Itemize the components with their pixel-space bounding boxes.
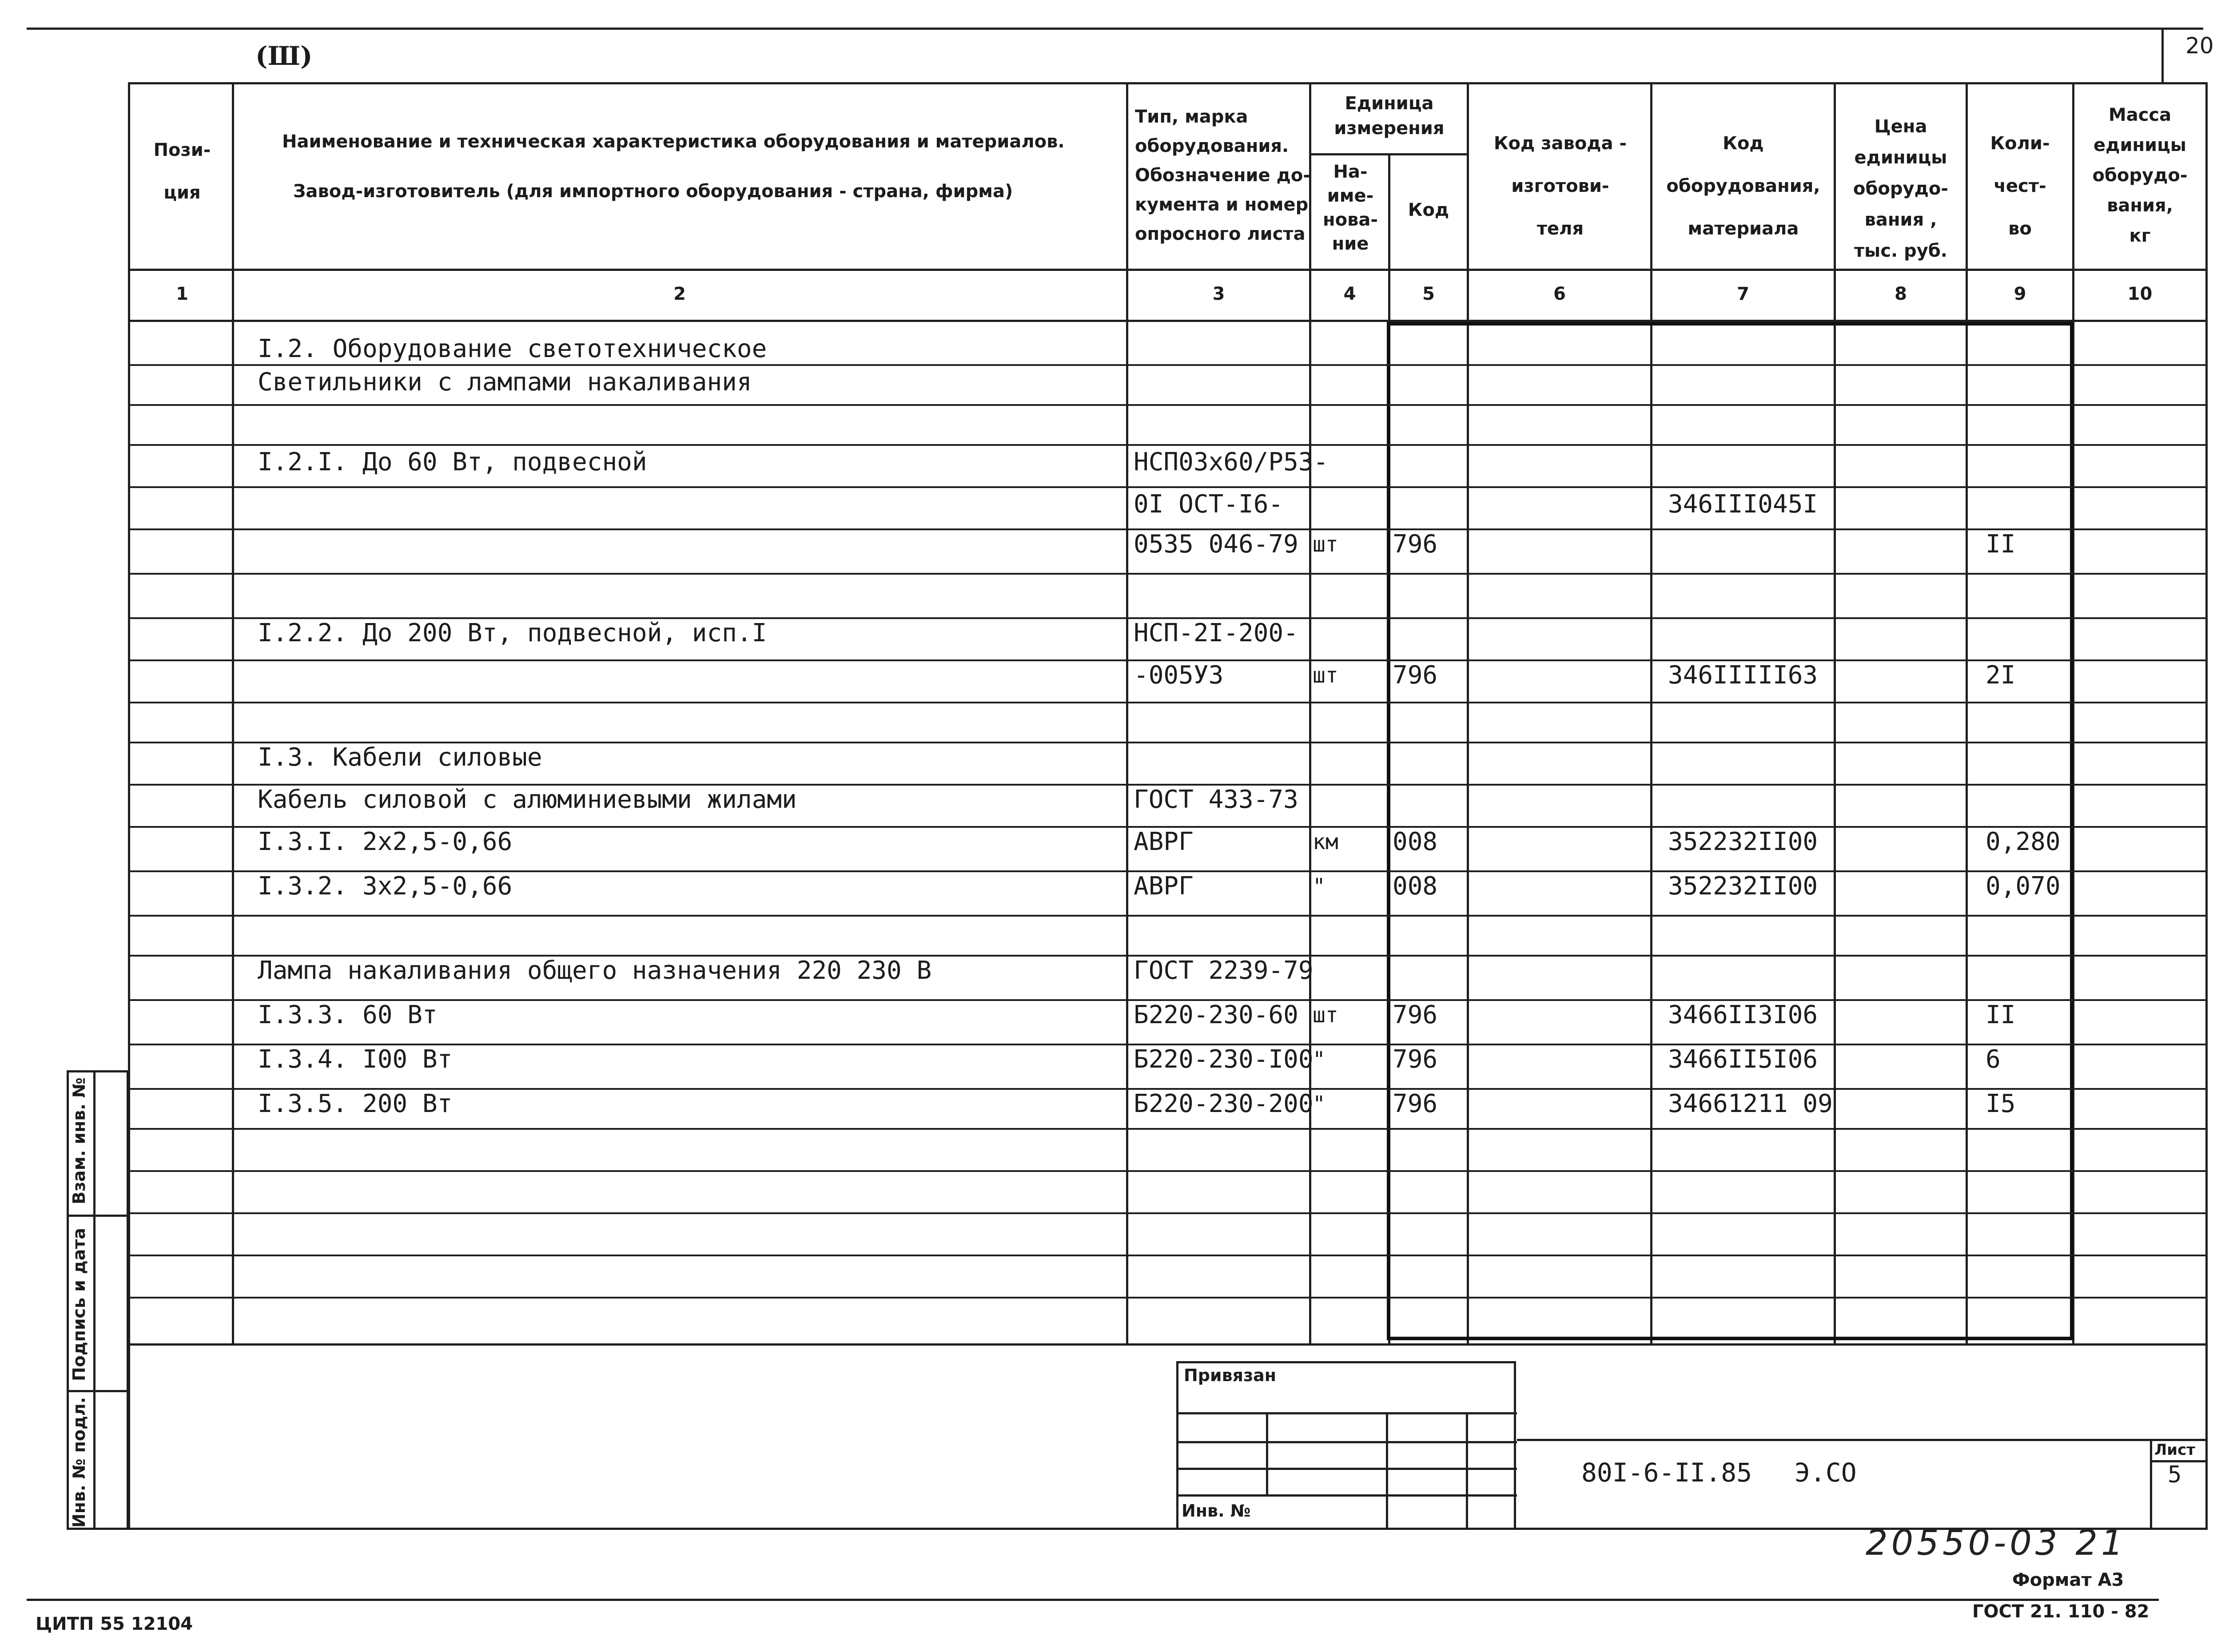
colnum-8: 8 [1895, 284, 1907, 304]
row-line [129, 1297, 2208, 1299]
colnum-3: 3 [1212, 284, 1225, 304]
sheet-label: Лист [2154, 1441, 2195, 1459]
footer-rule [27, 1599, 2159, 1601]
header-unit: Единица измерения [1334, 93, 1445, 139]
cell-name: I.3.I. 2х2,5-0,66 [258, 827, 513, 856]
cell-type: -005У3 [1134, 661, 1224, 690]
header-col4: На- име- нова- ние [1322, 162, 1378, 254]
cell-unit: шт [1313, 532, 1338, 557]
cell-code: 796 [1393, 1045, 1438, 1074]
title-block-top [1517, 1439, 2208, 1441]
colnum-9: 9 [2014, 284, 2026, 304]
col-div-8 [1966, 82, 1968, 1346]
cell-qty: II [1986, 1001, 2016, 1029]
cell-name: I.3. Кабели силовые [258, 743, 542, 772]
cell-code: 796 [1393, 530, 1438, 559]
row-line [129, 1255, 2208, 1256]
format-label: Формат А3 [2012, 1570, 2124, 1590]
body-bottom [129, 1343, 2208, 1346]
table-right [2205, 82, 2208, 1530]
cell-name: I.3.5. 200 Вт [258, 1089, 453, 1118]
cell-type: Б220-230-60 [1134, 1001, 1298, 1029]
header-col2-line2: Завод-изготовитель (для импортного оборудования - страна, фирма) [293, 181, 1013, 202]
row-line [129, 1212, 2208, 1214]
cell-qty: 6 [1986, 1045, 2001, 1074]
cell-qty: 2I [1986, 661, 2016, 690]
cell-type: 0I ОСТ-I6- [1134, 490, 1284, 519]
cell-type: Б220-230-I00 [1134, 1045, 1313, 1074]
section-marker: (Ш) [255, 41, 313, 71]
colnum-5: 5 [1422, 284, 1435, 304]
handwritten-number: 20550-03 21 [1866, 1523, 2127, 1563]
cell-code: 008 [1393, 827, 1438, 856]
side-label-inv-podl: Инв. № подл. [69, 1397, 89, 1528]
designation: 80I-6-II.85 [1581, 1457, 1752, 1488]
cell-qty: I5 [1986, 1089, 2016, 1118]
table-top [129, 82, 2208, 84]
cell-name: I.3.3. 60 Вт [258, 1001, 438, 1029]
row-line [129, 1128, 2208, 1130]
cell-type: Б220-230-200 [1134, 1089, 1313, 1118]
sheet-value: 5 [2168, 1461, 2182, 1488]
privyazan-label: Привязан [1184, 1366, 1277, 1385]
col-div-5 [1467, 82, 1469, 1346]
cell-name: Лампа накаливания общего назначения 220 230 В [258, 956, 932, 985]
col-div-7 [1834, 82, 1836, 1346]
cell-name: I.2. Оборудование светотехническое [258, 334, 767, 363]
cell-item-code: 352232II00 [1668, 872, 1818, 901]
cell-item-code: 34661211 09 [1668, 1089, 1833, 1118]
row-line [129, 1170, 2208, 1172]
col-div-2 [1126, 82, 1128, 1346]
cell-type: АВРГ [1134, 872, 1194, 901]
cell-unit: км [1313, 830, 1338, 854]
cell-type: 0535 046-79 [1134, 530, 1298, 559]
cell-unit: " [1313, 1092, 1325, 1116]
cell-qty: 0,070 [1986, 872, 2061, 901]
colnum-4: 4 [1343, 284, 1356, 304]
header-col7: Код оборудования, материала [1666, 133, 1820, 239]
unit-header-split [1310, 153, 1468, 155]
colnum-6: 6 [1553, 284, 1566, 304]
row-line [129, 915, 2208, 917]
header-col10: Масса единицы оборудо- вания, кг [2092, 105, 2188, 246]
bold-frame-bottom [1387, 1337, 2073, 1340]
cell-name: I.2.I. До 60 Вт, подвесной [258, 448, 647, 477]
colnum-2: 2 [673, 284, 686, 304]
header-bottom [129, 269, 2208, 271]
cell-qty: II [1986, 530, 2016, 559]
sheet-box-left [2150, 1439, 2152, 1528]
cell-name: I.2.2. До 200 Вт, подвесной, исп.I [258, 619, 767, 647]
header-col1: Пози- ция [153, 140, 211, 203]
cell-item-code: 352232II00 [1668, 827, 1818, 856]
header-col5: Код [1408, 200, 1449, 220]
cell-type: НСП03х60/Р53- [1134, 448, 1329, 477]
sheet-number: 20 [2185, 33, 2214, 59]
bold-frame-left [1387, 322, 1390, 1340]
section-code: Э.СО [1795, 1457, 1857, 1488]
ciitp-label: ЦИТП 55 12104 [36, 1614, 193, 1634]
colnum-1: 1 [176, 284, 188, 304]
col-div-1 [232, 82, 234, 1346]
bold-frame-right [2070, 322, 2074, 1340]
row-line [129, 486, 2208, 488]
cell-unit: шт [1313, 663, 1338, 688]
colnum-7: 7 [1737, 284, 1749, 304]
privyazan-col1 [1266, 1412, 1268, 1494]
side-strip-row1 [67, 1215, 129, 1217]
cell-type: ГОСТ 2239-79 [1134, 956, 1313, 985]
cell-unit: " [1313, 874, 1325, 899]
header-col3: Тип, марка оборудования. Обозначение до- кумента и номер опросного листа [1135, 107, 1310, 244]
cell-unit: " [1313, 1047, 1325, 1072]
header-col2-line1: Наименование и техническая характеристика оборудования и материалов. [282, 131, 1065, 152]
cell-name: Светильники с лампами накаливания [258, 368, 752, 397]
cell-type: АВРГ [1134, 827, 1194, 856]
cell-code: 796 [1393, 1001, 1438, 1029]
cell-item-code: 3466II3I06 [1668, 1001, 1818, 1029]
col-div-3 [1309, 82, 1311, 1346]
colnum-10: 10 [2127, 284, 2153, 304]
privyazan-col3 [1466, 1412, 1468, 1528]
cell-unit: шт [1313, 1003, 1338, 1028]
gost-label: ГОСТ 21. 110 - 82 [1972, 1601, 2149, 1622]
side-label-podpis: Подпись и дата [69, 1227, 89, 1381]
side-strip-divider [93, 1070, 96, 1530]
cell-type: ГОСТ 433-73 [1134, 785, 1298, 814]
cell-item-code: 3466II5I06 [1668, 1045, 1818, 1074]
side-label-vzam: Взам. инв. № [69, 1077, 89, 1204]
header-col6: Код завода - изготови- теля [1493, 133, 1627, 239]
bold-frame-top [1387, 322, 2073, 326]
sheet-number-box-left [2161, 28, 2164, 84]
header-col9: Коли- чест- во [1990, 133, 2050, 239]
cell-name: I.3.4. I00 Вт [258, 1045, 453, 1074]
row-line [129, 444, 2208, 446]
cell-item-code: 346III045I [1668, 490, 1818, 519]
col-div-6 [1650, 82, 1652, 1346]
cell-type: НСП-2I-200- [1134, 619, 1298, 647]
cell-name: I.3.2. 3х2,5-0,66 [258, 872, 513, 901]
side-strip-row2 [67, 1390, 129, 1392]
row-line [129, 404, 2208, 406]
cell-name: Кабель силовой с алюминиевыми жилами [258, 785, 797, 814]
cell-item-code: 346IIIII63 [1668, 661, 1818, 690]
inv-no-label: Инв. № [1182, 1501, 1251, 1521]
privyazan-col2 [1386, 1412, 1388, 1528]
top-rule [27, 28, 2203, 30]
cell-code: 796 [1393, 661, 1438, 690]
cell-code: 008 [1393, 872, 1438, 901]
row-line [129, 702, 2208, 703]
header-col8: Цена единицы оборудо- вания , тыс. руб. [1853, 116, 1948, 261]
cell-qty: 0,280 [1986, 827, 2061, 856]
cell-code: 796 [1393, 1089, 1438, 1118]
row-line [129, 573, 2208, 575]
